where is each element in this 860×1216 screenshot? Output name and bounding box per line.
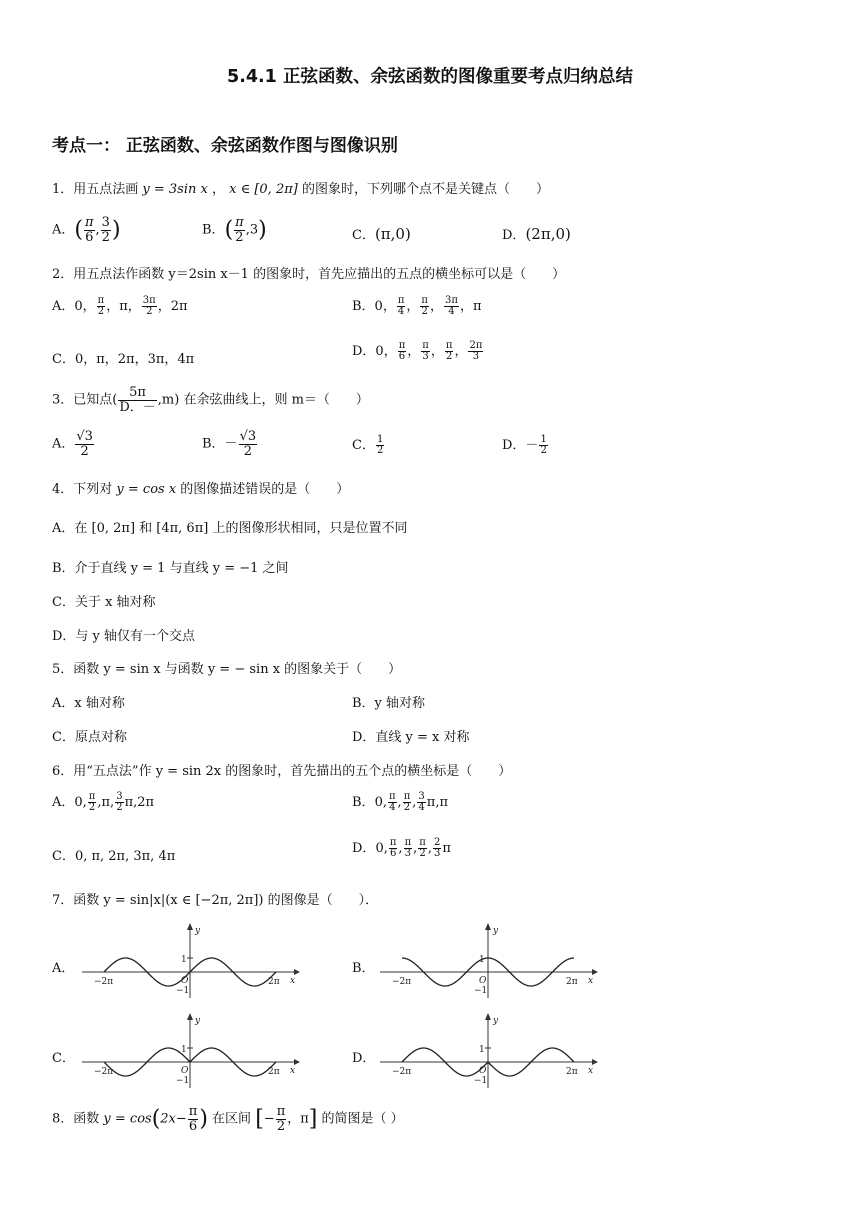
question-4-stem: 4．下列对 y = cos x 的图像描述错误的是（ ） xyxy=(52,482,350,497)
x-axis-arrow-icon xyxy=(294,969,300,975)
question-4-option-b: B．介于直线 y = 1 与直线 y = −1 之间 xyxy=(52,561,289,576)
question-5-option-d: D．直线 y = x 对称 xyxy=(352,730,470,745)
x-axis-label: x xyxy=(290,976,296,986)
question-7-option-d-label: D． xyxy=(352,1051,376,1066)
question-5-option-a: A．x 轴对称 xyxy=(52,696,125,711)
section-heading: 考点一： 正弦函数、余弦函数作图与图像识别 xyxy=(52,136,398,156)
x-axis-arrow-icon xyxy=(592,1059,598,1065)
tick-label-neg-2pi: −2π xyxy=(392,977,412,987)
question-8-stem: 8．函数 y = cos(2x− $\frac{\pi}{6}$ ) 在区间 [− $\frac{\pi}{2}$ ，π] 的简图是（ ） xyxy=(52,1104,404,1134)
question-1-stem: 1．用五点法画 y = 3sin x ， x ∈ [0, 2π] 的图象时，下列哪个点不是关键点（ ） xyxy=(52,182,549,197)
question-1-option-a: A．( $\frac{\pi}{6}$ , $\frac{3}{2}$ ) xyxy=(52,215,121,245)
tick-label-2pi: 2π xyxy=(268,977,280,987)
question-2-option-d: D．0， $\frac{\pi}{6}$ ， $\frac{\pi}{3}$ ， $\frac{\pi}{2}$ ， $\frac{2\pi}{3}$ xyxy=(352,339,483,362)
graph-option-b xyxy=(378,922,598,1000)
tick-label-2pi: 2π xyxy=(566,1067,578,1077)
x-axis-label: x xyxy=(588,976,594,986)
tick-label-1: 1 xyxy=(479,1045,485,1055)
y-axis-label: y xyxy=(195,1016,201,1026)
question-7-option-c-label: C． xyxy=(52,1051,75,1066)
question-3-option-a: A． $\frac{√3}{2}$ xyxy=(52,429,93,459)
origin-label: O xyxy=(479,976,487,986)
tick-label-2pi: 2π xyxy=(566,977,578,987)
tick-label-neg-1: −1 xyxy=(474,986,488,996)
tick-label-neg-1: −1 xyxy=(474,1076,488,1086)
tick-label-neg-1: −1 xyxy=(176,986,190,996)
question-6-option-a: A．0, $\frac{\pi}{2}$ ,π, $\frac{3}{2}$ π,2π xyxy=(52,790,155,813)
question-6-option-b: B．0, $\frac{\pi}{4}$ , $\frac{\pi}{2}$ , $\frac{3}{4}$ π,π xyxy=(352,790,449,813)
question-4-option-c: C．关于 x 轴对称 xyxy=(52,595,156,610)
question-3-option-d: D．－ $\frac{1}{2}$ xyxy=(502,433,547,456)
tick-label-1: 1 xyxy=(479,955,485,965)
question-7-stem: 7．函数 y = sin|x|(x ∈ [−2π, 2π]) 的图像是（ ）． xyxy=(52,893,379,908)
tick-label-1: 1 xyxy=(181,1045,187,1055)
y-axis-arrow-icon xyxy=(187,923,193,930)
x-axis-label: x xyxy=(588,1066,594,1076)
graph-option-a xyxy=(80,922,300,1000)
page-title: 5.4.1 正弦函数、余弦函数的图像重要考点归纳总结 xyxy=(227,67,633,87)
question-5-stem: 5．函数 y = sin x 与函数 y = − sin x 的图象关于（ ） xyxy=(52,662,402,677)
graph-option-c xyxy=(80,1012,300,1090)
origin-label: O xyxy=(181,1066,189,1076)
graph-option-d xyxy=(378,1012,598,1090)
question-2-option-b: B．0， $\frac{\pi}{4}$ ， $\frac{\pi}{2}$ ， $\frac{3\pi}{4}$ ，π xyxy=(352,294,482,317)
question-5-option-b: B．y 轴对称 xyxy=(352,696,426,711)
origin-label: O xyxy=(181,976,189,986)
question-3-option-b: B．－ $\frac{√3}{2}$ xyxy=(202,429,257,459)
question-4-option-a: A．在 [0, 2π] 和 [4π, 6π] 上的图像形状相同，只是位置不同 xyxy=(52,521,408,536)
question-7-option-b-label: B． xyxy=(352,961,375,976)
y-axis-arrow-icon xyxy=(187,1013,193,1020)
y-axis-arrow-icon xyxy=(485,1013,491,1020)
question-6-option-d: D．0, $\frac{\pi}{6}$ , $\frac{\pi}{3}$ , $\frac{\pi}{2}$ , $\frac{2}{3}$ π xyxy=(352,836,451,859)
question-2-option-a: A．0， $\frac{\pi}{2}$ ，π， $\frac{3\pi}{2}$ ，2π xyxy=(52,294,188,317)
x-axis-label: x xyxy=(290,1066,296,1076)
question-6-option-c: C．0, π, 2π, 3π, 4π xyxy=(52,849,176,864)
tick-label-neg-1: −1 xyxy=(176,1076,190,1086)
tick-label-1: 1 xyxy=(181,955,187,965)
tick-label-neg-2pi: −2π xyxy=(94,1067,114,1077)
question-2-stem: 2．用五点法作函数 y＝2sin x－1 的图象时，首先应描出的五点的横坐标可以是（ ） xyxy=(52,267,566,282)
tick-label-neg-2pi: −2π xyxy=(392,1067,412,1077)
question-6-stem: 6．用“五点法”作 y = sin 2x 的图象时，首先描出的五个点的横坐标是（ ） xyxy=(52,764,512,779)
question-4-option-d: D．与 y 轴仅有一个交点 xyxy=(52,629,196,644)
x-axis-arrow-icon xyxy=(592,969,598,975)
question-1-option-d: D．(2π,0) xyxy=(502,225,571,243)
question-3-option-c: C． $\frac{1}{2}$ xyxy=(352,433,384,456)
question-2-option-c: C．0，π，2π，3π，4π xyxy=(52,352,195,367)
y-axis-label: y xyxy=(493,926,499,936)
question-1-option-c: C．(π,0) xyxy=(352,225,411,243)
question-1-option-b: B．( $\frac{\pi}{2}$ ,3) xyxy=(202,215,267,245)
y-axis-label: y xyxy=(493,1016,499,1026)
tick-label-neg-2pi: −2π xyxy=(94,977,114,987)
tick-label-2pi: 2π xyxy=(268,1067,280,1077)
origin-label: O xyxy=(479,1066,487,1076)
x-axis-arrow-icon xyxy=(294,1059,300,1065)
question-3-stem: 3．已知点( $\frac{5\pi}{D.-}$ ,m) 在余弦曲线上，则 m＝（ ） xyxy=(52,385,369,415)
y-axis-arrow-icon xyxy=(485,923,491,930)
y-axis-label: y xyxy=(195,926,201,936)
question-5-option-c: C．原点对称 xyxy=(52,730,127,745)
question-7-option-a-label: A． xyxy=(52,961,75,976)
